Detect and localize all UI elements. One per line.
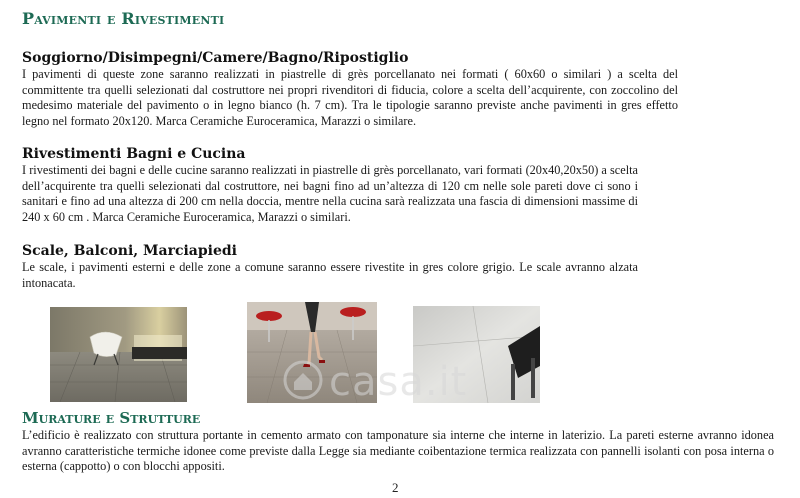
page-number: 2 [392, 480, 399, 495]
section-rivestimenti [22, 146, 638, 225]
section-scale [22, 243, 638, 291]
section-body: I rivestimenti dei bagni e delle cucine saranno realizzati in piastrelle di grès porcellanato, vari formati (20x40,20x50) a scelta dell’acquirente tra quelli selezionati dal costruttore, nei bagni fino ad un’altezza di 120 cm nelle sole pareti dove ci sono i sanitari e fino ad una altezza di 200 cm nella doccia, mentre nella cucina sarà realizzata una fascia di dimensioni massime di 240 x 60 cm . Marca Ceramiche Euroceramica, Marazzi o similari. [22, 163, 638, 224]
photo-tiled-living-room [50, 307, 187, 402]
section-body: I pavimenti di queste zone saranno realizzati in piastrelle di grès porcellanato nei formati ( 60x60 o similari ) a scelta del committente tra quelli selezionati dal costruttore nei propri rivenditori di fiducia, colore a scelta dell’acquirente, con zoccolino del medesimo materiale del pavimento o in legno bianco (h. 7 cm). Tra le tipologie saranno previste anche pavimenti in gres effetto legno nel formato 20x120. Marca Ceramiche Euroceramica, Marazzi o similare. [22, 67, 678, 128]
house-icon [283, 360, 323, 404]
watermark-text: casa.it [329, 359, 468, 405]
section-title: Soggiorno/Disimpegni/Camere/Bagno/Ripostiglio [22, 50, 409, 66]
section-title: Murature e Strutture [22, 409, 201, 427]
section-title: Scale, Balconi, Marciapiedi [22, 243, 237, 259]
section-murature [22, 409, 774, 475]
section-body: Le scale, i pavimenti esterni e delle zone a comune saranno essere rivestite in gres colore grigio. Le scale avranno alzata intonacata. [22, 260, 638, 290]
section-body: L’edificio è realizzato con struttura portante in cemento armato con tamponature sia interne che interne in laterizio. La pareti esterne avranno idonea avranno caratteristiche termiche idonee come previste dalla Legge sia mediante coibentazione termica realizzata con pannelli isolanti con posa interna o esterna (cappotto) o con blocchi appositi. [22, 428, 774, 473]
section-soggiorno [22, 50, 678, 129]
casa-watermark [283, 356, 523, 408]
page-title: Pavimenti e Rivestimenti [22, 9, 225, 28]
section-title: Rivestimenti Bagni e Cucina [22, 146, 246, 162]
